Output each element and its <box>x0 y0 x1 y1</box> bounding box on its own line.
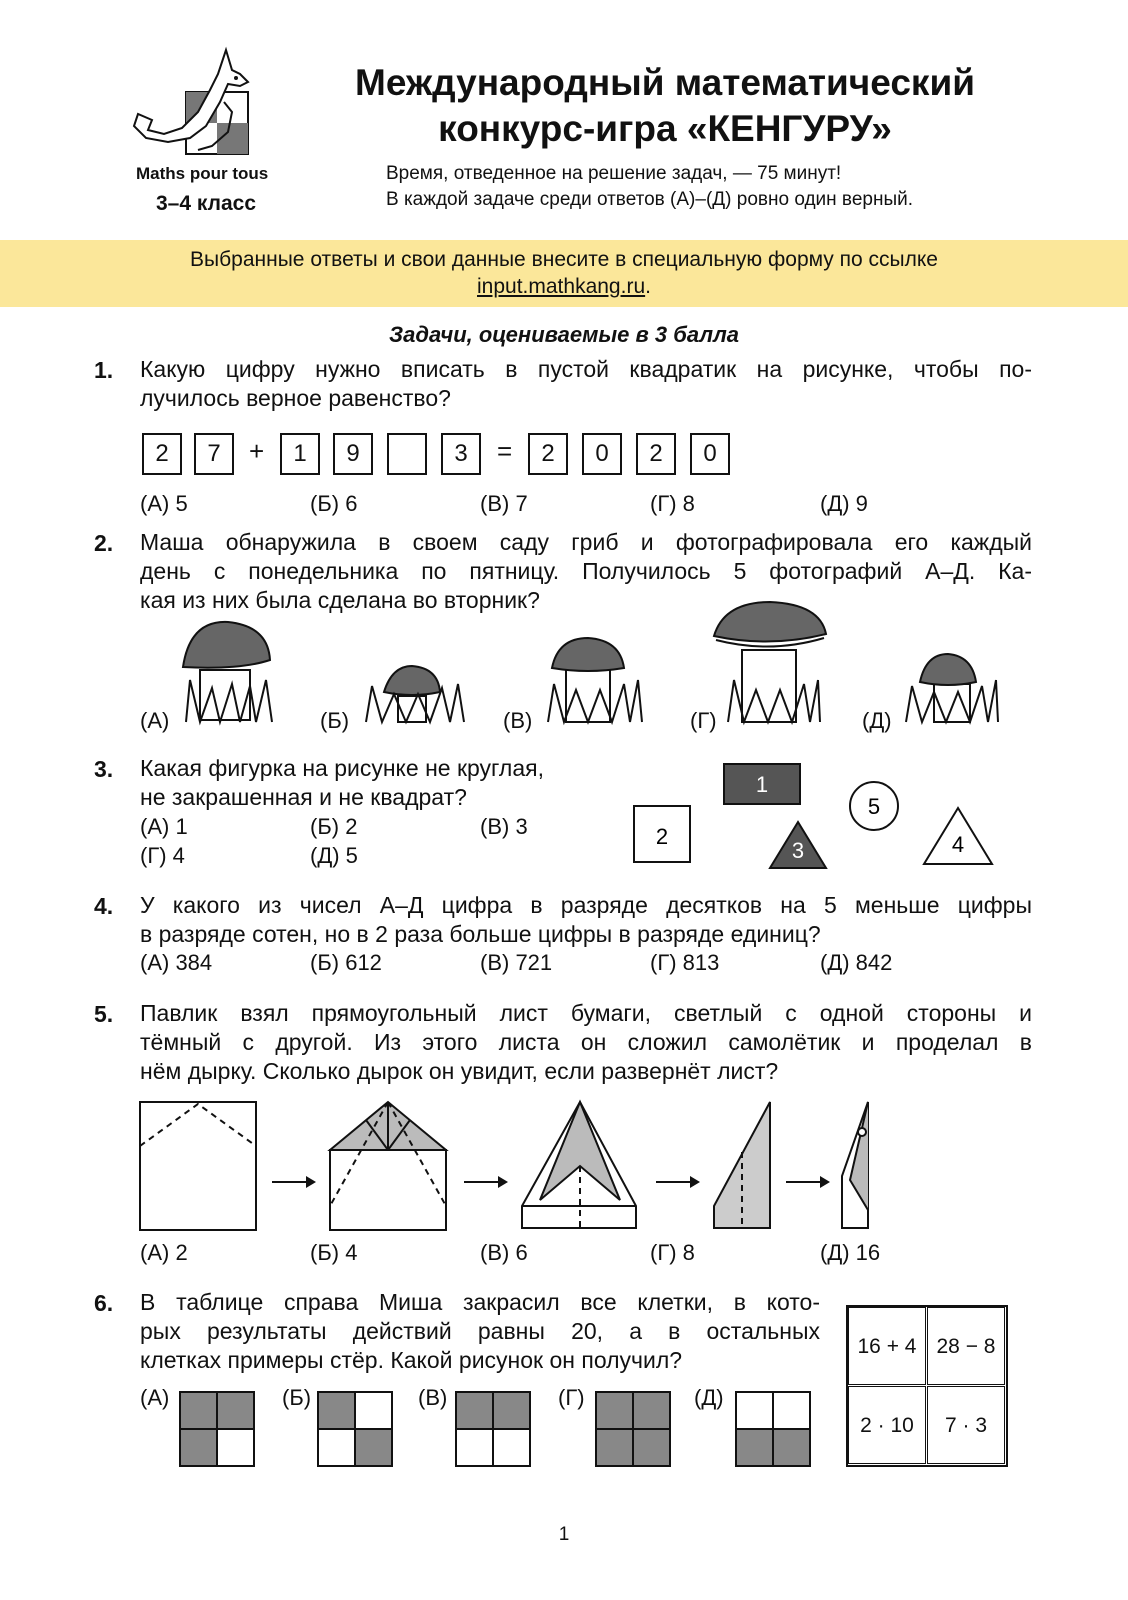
mushroom-b <box>366 666 464 722</box>
figure-4-label: 4 <box>951 832 965 857</box>
q5-answer-e[interactable]: (Д) 16 <box>820 1240 881 1265</box>
q5-answer-c[interactable]: (В) 6 <box>480 1240 528 1265</box>
q3-figures <box>620 760 1020 880</box>
q5-answer-b[interactable]: (Б) 4 <box>310 1240 358 1265</box>
band-text: Выбранные ответы и свои данные внесите в специальную форму по ссылке <box>190 248 938 271</box>
digit-box: 2 <box>528 433 568 475</box>
q5-answer-d[interactable]: (Г) 8 <box>650 1240 695 1265</box>
section-title: Задачи, оцениваемые в 3 балла <box>389 322 739 347</box>
grid-option-c <box>456 1392 530 1466</box>
band-period: . <box>645 275 651 298</box>
mushroom-c <box>548 638 642 722</box>
mushroom-e <box>906 654 998 722</box>
q3-answer-e[interactable]: (Д) 5 <box>310 843 358 868</box>
answer-note: В каждой задаче среди ответов (А)–(Д) ровно один верный. <box>386 189 913 210</box>
grid-option-d <box>596 1392 670 1466</box>
digit-box: 2 <box>636 433 676 475</box>
q6-number: 6. <box>94 1290 114 1316</box>
grid-option-a <box>180 1392 254 1466</box>
q3-answer-a[interactable]: (А) 1 <box>140 814 188 839</box>
q3-text: Какая фигурка на рисунке не круглая, не закрашенная и не квадрат? <box>140 755 544 810</box>
q4-answer-a[interactable]: (А) 384 <box>140 950 213 975</box>
table-cell: 16 + 4 <box>848 1307 926 1385</box>
q6-label-e[interactable]: (Д) <box>694 1385 724 1410</box>
q1-answer-d[interactable]: (Г) 8 <box>650 491 695 516</box>
q5-text: Павлик взял прямоугольный лист бумаги, светлый с одной стороны и тёмный с другой. Из этого листа он сложил самолётик и проделал в нём дырку. Сколько дырок он увидит, если развернёт лист? <box>140 1000 1032 1084</box>
q4-answer-d[interactable]: (Г) 813 <box>650 950 720 975</box>
q4-answer-b[interactable]: (Б) 612 <box>310 950 382 975</box>
q1-answer-a[interactable]: (А) 5 <box>140 491 188 516</box>
digit-box: 0 <box>690 433 730 475</box>
digit-box: 3 <box>441 433 481 475</box>
time-note: Время, отведенное на решение задач, — 75 минут! <box>386 163 842 184</box>
mushroom-pictures <box>0 600 1128 740</box>
q5-number: 5. <box>94 1001 114 1027</box>
page-title: Международный математический конкурс-игра «КЕНГУРУ» <box>355 62 975 149</box>
figure-5-label: 5 <box>867 794 881 819</box>
q2-label-a[interactable]: (А) <box>140 708 170 733</box>
q4-number: 4. <box>94 893 114 919</box>
q6-label-a[interactable]: (А) <box>140 1385 170 1410</box>
digit-box: 2 <box>142 433 182 475</box>
digit-box: 9 <box>333 433 373 475</box>
q6-label-b[interactable]: (Б) <box>282 1385 312 1410</box>
q2-label-c[interactable]: (В) <box>503 708 533 733</box>
table-cell: 7 · 3 <box>927 1386 1005 1464</box>
mushroom-a <box>183 622 272 722</box>
digit-box: 0 <box>582 433 622 475</box>
grid-option-e <box>736 1392 810 1466</box>
q1-answer-c[interactable]: (В) 7 <box>480 491 528 516</box>
q3-answer-b[interactable]: (Б) 2 <box>310 814 358 839</box>
q2-number: 2. <box>94 530 114 556</box>
grade-label: 3–4 класс <box>156 192 257 215</box>
q2-text: Маша обнаружила в своем саду гриб и фотографировала его каждый день с понедельника по пятницу. Получилось 5 фотографий А–Д. Ка- кая из них была сделана во вторник? <box>140 529 1032 613</box>
q6-label-c[interactable]: (В) <box>418 1385 448 1410</box>
q4-answer-c[interactable]: (В) 721 <box>480 950 553 975</box>
plus-sign: + <box>249 436 265 466</box>
grid-option-b <box>318 1392 392 1466</box>
kangaroo-logo <box>128 42 260 160</box>
mushroom-d <box>714 602 826 722</box>
q4-answer-e[interactable]: (Д) 842 <box>820 950 893 975</box>
equals-sign: = <box>497 436 513 466</box>
table-cell: 2 · 10 <box>848 1386 926 1464</box>
q2-label-d[interactable]: (Г) <box>690 708 717 733</box>
q5-answer-a[interactable]: (А) 2 <box>140 1240 188 1265</box>
q1-number: 1. <box>94 357 114 383</box>
instruction-band <box>0 240 1128 307</box>
q1-answer-b[interactable]: (Б) 6 <box>310 491 358 516</box>
empty-box <box>387 433 427 475</box>
q6-text: В таблице справа Миша закрасил все клетки, в кото- рых результаты действий равны 20, а в остальных клетках примеры стёр. Какой рисунок он получил? <box>140 1289 820 1373</box>
q3-number: 3. <box>94 756 114 782</box>
digit-box: 1 <box>280 433 320 475</box>
q3-answer-d[interactable]: (Г) 4 <box>140 843 185 868</box>
page-number: 1 <box>558 1524 570 1545</box>
table-cell: 28 − 8 <box>927 1307 1005 1385</box>
digit-box: 7 <box>194 433 234 475</box>
q2-label-e[interactable]: (Д) <box>862 708 892 733</box>
q2-label-b[interactable]: (Б) <box>320 708 350 733</box>
figure-3-label: 3 <box>791 838 805 863</box>
maths-pour-tous: Maths pour tous <box>136 164 269 183</box>
q6-label-d[interactable]: (Г) <box>558 1385 585 1410</box>
q1-text: Какую цифру нужно вписать в пустой квадратик на рисунке, чтобы по- лучилось верное равенство? <box>140 356 1032 411</box>
figure-2-label: 2 <box>655 824 669 849</box>
paper-plane-steps <box>0 1090 1128 1240</box>
figure-1-label: 1 <box>755 772 769 797</box>
q3-answer-c[interactable]: (В) 3 <box>480 814 528 839</box>
q4-text: У какого из чисел А–Д цифра в разряде десятков на 5 меньше цифры в разряде сотен, но в 2 раза больше цифры в разряде единиц? <box>140 892 1032 947</box>
mathkang-link[interactable]: input.mathkang.ru <box>477 275 646 298</box>
q6-grid-options <box>0 1390 1128 1470</box>
q1-answer-e[interactable]: (Д) 9 <box>820 491 868 516</box>
